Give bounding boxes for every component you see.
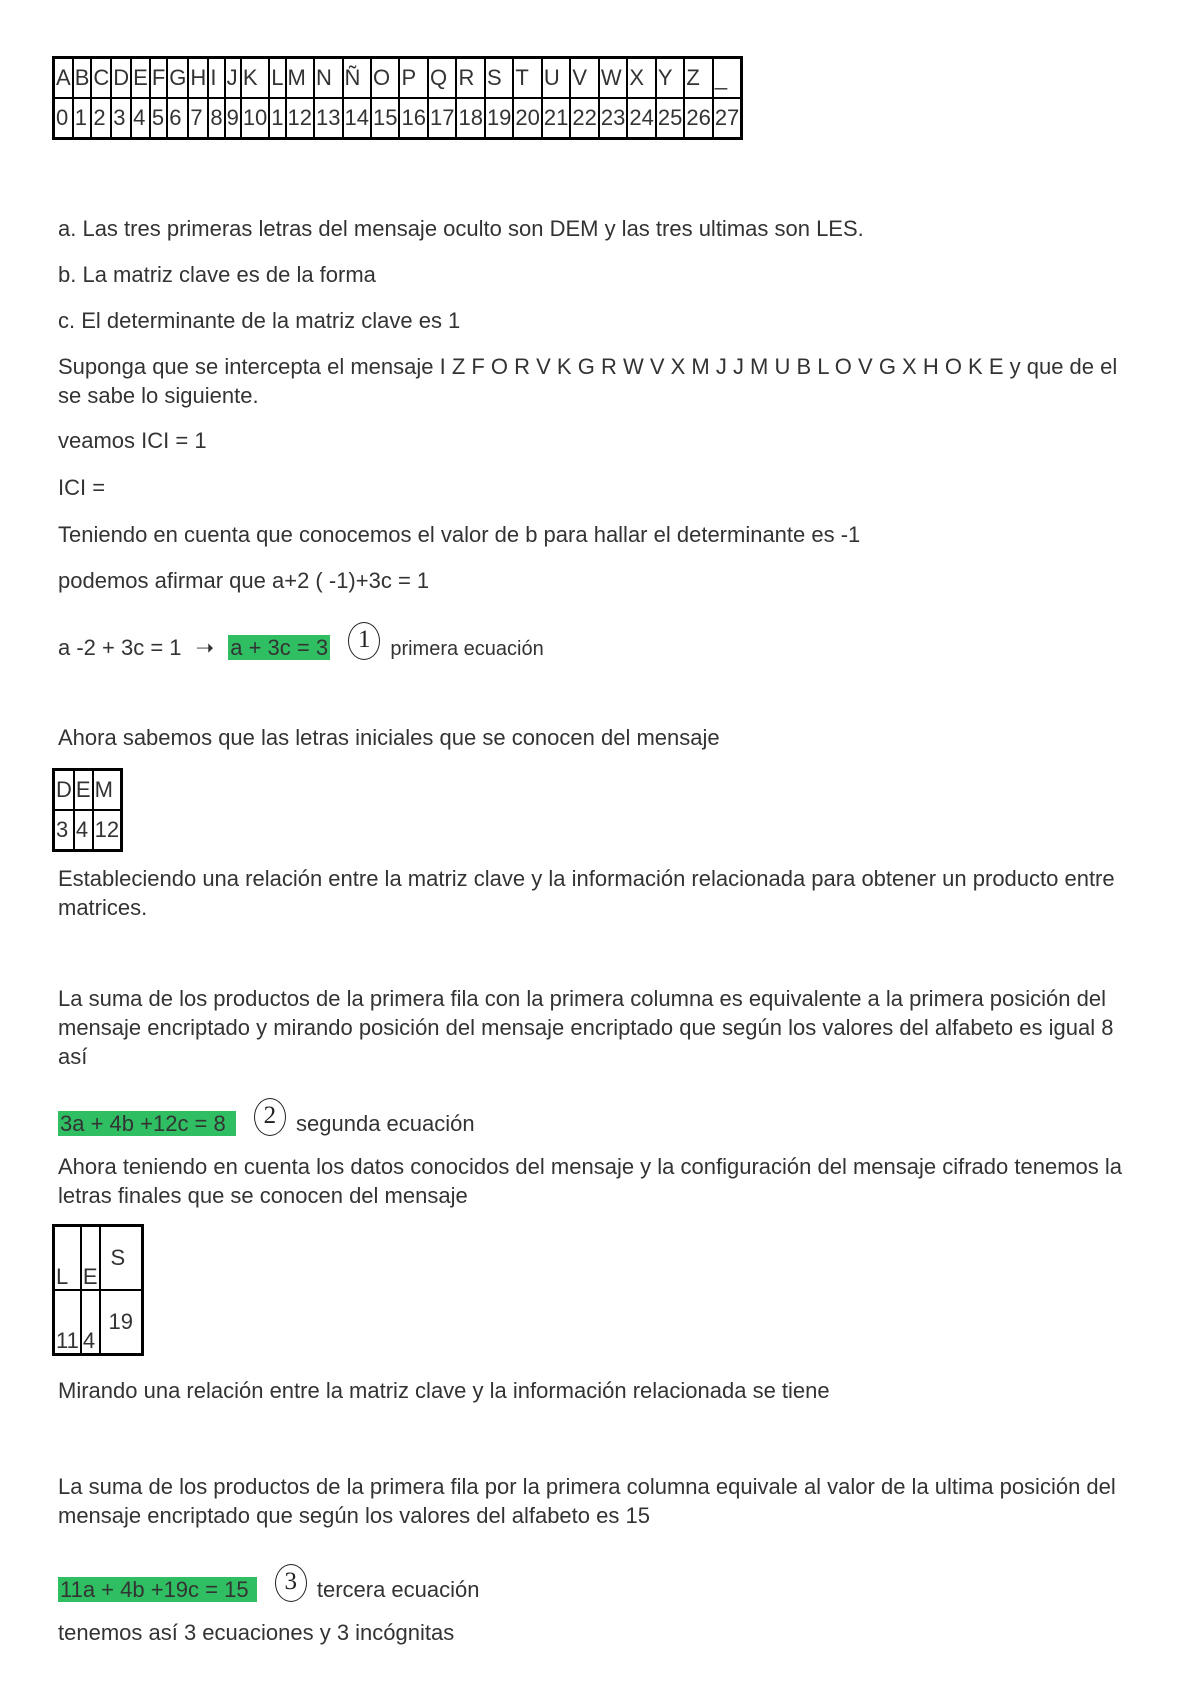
- alphabet-number-cell: 16: [399, 98, 427, 139]
- alphabet-number-cell: 13: [314, 98, 342, 139]
- dem-number-cell: 4: [74, 810, 93, 851]
- intercept-paragraph: Suponga que se intercepta el mensaje I Z F O R V K G R W V X M J J M U B L O V G X H O K E y que de el se sabe lo siguiente.: [58, 354, 1118, 408]
- alphabet-number-cell: 5: [150, 98, 167, 139]
- alphabet-letter-cell: X: [627, 58, 655, 99]
- alphabet-letter-cell: L: [269, 58, 285, 99]
- alphabet-number-cell: 9: [225, 98, 241, 139]
- equation-2-highlight: 3a + 4b +12c = 8: [58, 1111, 236, 1136]
- alphabet-letter-cell: G: [167, 58, 188, 99]
- alphabet-number-cell: 4: [131, 98, 150, 139]
- equation-3-label: tercera ecuación: [316, 1576, 480, 1602]
- ici-line: ICI =: [58, 475, 106, 500]
- alphabet-number-cell: 23: [599, 98, 627, 139]
- alphabet-number-cell: 3: [111, 98, 131, 139]
- les-numbers-row: [54, 1290, 143, 1355]
- alphabet-letter-cell: _: [713, 58, 742, 99]
- alphabet-number-cell: 21: [542, 98, 570, 139]
- alphabet-numbers-row: [54, 98, 742, 139]
- alphabet-letter-cell: C: [91, 58, 111, 99]
- dem-letters-row: [54, 770, 122, 811]
- equation-2-line: [58, 1102, 475, 1144]
- equation-3-line: [58, 1568, 480, 1610]
- alphabet-number-cell: 24: [627, 98, 655, 139]
- alphabet-number-cell: 14: [343, 98, 371, 139]
- alphabet-number-cell: 22: [570, 98, 598, 139]
- equation-3-highlight: 11a + 4b +19c = 15: [58, 1577, 257, 1602]
- equation-1-line: [58, 626, 544, 668]
- alphabet-number-cell: 0: [54, 98, 73, 139]
- dem-table: [52, 768, 123, 852]
- alphabet-letter-cell: P: [399, 58, 427, 99]
- alphabet-letter-cell: N: [314, 58, 342, 99]
- les-number-cell: 11: [54, 1290, 81, 1355]
- alphabet-letter-cell: V: [570, 58, 598, 99]
- equation-1-label: primera ecuación: [390, 637, 544, 660]
- dem-numbers-row: [54, 810, 122, 851]
- alphabet-letter-cell: Z: [684, 58, 712, 99]
- equation-3-number-circle: 3: [275, 1564, 307, 1602]
- alphabet-letter-cell: W: [599, 58, 627, 99]
- alphabet-letter-cell: K: [241, 58, 269, 99]
- alphabet-letter-cell: J: [225, 58, 241, 99]
- alphabet-letter-cell: Q: [428, 58, 456, 99]
- equation-1-prefix: a -2 + 3c = 1: [58, 634, 182, 660]
- les-table: [52, 1224, 144, 1356]
- ahora-2-paragraph: Ahora teniendo en cuenta los datos conocidos del mensaje y la configuración del mensaje cifrado tenemos la letras finales que se conocen del mensaje: [58, 1154, 1122, 1208]
- alphabet-letter-cell: A: [54, 58, 73, 99]
- equation-2-label: segunda ecuación: [296, 1110, 475, 1136]
- alphabet-letter-cell: U: [542, 58, 570, 99]
- alphabet-letter-cell: T: [513, 58, 541, 99]
- mirando-line: Mirando una relación entre la matriz clave y la información relacionada se tiene: [58, 1378, 830, 1403]
- alphabet-letter-cell: S: [485, 58, 513, 99]
- alphabet-number-cell: 6: [167, 98, 188, 139]
- dem-letter-cell: M: [93, 770, 122, 811]
- equation-2-number-circle: 2: [254, 1098, 286, 1136]
- alphabet-number-cell: 20: [513, 98, 541, 139]
- alphabet-number-cell: 19: [485, 98, 513, 139]
- alphabet-number-cell: 12: [286, 98, 314, 139]
- suma-2-paragraph: La suma de los productos de la primera fila por la primera columna equivale al valor de la ultima posición del mensaje encriptado que según los valores del alfabeto es 15: [58, 1474, 1116, 1528]
- les-letter-cell: E: [81, 1226, 100, 1291]
- equation-1-number-circle: 1: [348, 622, 380, 660]
- item-a: a. Las tres primeras letras del mensaje oculto son DEM y las tres ultimas son LES.: [58, 216, 864, 241]
- alphabet-number-cell: 26: [684, 98, 712, 139]
- alphabet-table: [52, 56, 743, 140]
- alphabet-number-cell: 1: [269, 98, 285, 139]
- les-letters-row: [54, 1226, 143, 1291]
- alphabet-letter-cell: Ñ: [343, 58, 371, 99]
- final-line: tenemos así 3 ecuaciones y 3 incógnitas: [58, 1620, 455, 1645]
- item-b: b. La matriz clave es de la forma: [58, 262, 376, 287]
- alphabet-letter-cell: H: [188, 58, 208, 99]
- alphabet-number-cell: 27: [713, 98, 742, 139]
- les-number-cell: 19: [100, 1290, 143, 1355]
- item-c: c. El determinante de la matriz clave es 1: [58, 308, 461, 333]
- alphabet-number-cell: 15: [371, 98, 399, 139]
- dem-number-cell: 12: [93, 810, 122, 851]
- alphabet-letter-cell: D: [111, 58, 131, 99]
- alphabet-number-cell: 2: [91, 98, 111, 139]
- alphabet-letter-cell: F: [150, 58, 167, 99]
- dem-letter-cell: E: [74, 770, 93, 811]
- arrow-icon: ➝: [195, 634, 215, 660]
- alphabet-letter-cell: R: [456, 58, 484, 99]
- alphabet-letter-cell: Y: [656, 58, 684, 99]
- dem-number-cell: 3: [54, 810, 74, 851]
- alphabet-letter-cell: I: [208, 58, 224, 99]
- alphabet-letter-cell: B: [73, 58, 92, 99]
- alphabet-number-cell: 18: [456, 98, 484, 139]
- alphabet-letters-row: [54, 58, 742, 99]
- les-number-cell: 4: [81, 1290, 100, 1355]
- alphabet-letter-cell: O: [371, 58, 399, 99]
- alphabet-number-cell: 8: [208, 98, 224, 139]
- ahora-1-line: Ahora sabemos que las letras iniciales que se conocen del mensaje: [58, 725, 720, 750]
- podemos-line: podemos afirmar que a+2 ( -1)+3c = 1: [58, 568, 430, 593]
- alphabet-letter-cell: M: [286, 58, 314, 99]
- dem-letter-cell: D: [54, 770, 74, 811]
- alphabet-number-cell: 25: [656, 98, 684, 139]
- les-letter-cell: S: [100, 1226, 143, 1291]
- alphabet-number-cell: 17: [428, 98, 456, 139]
- equation-1-highlight: a + 3c = 3: [230, 634, 329, 660]
- alphabet-number-cell: 1: [73, 98, 92, 139]
- estableciendo-paragraph: Estableciendo una relación entre la matriz clave y la información relacionada para obtener un producto entre matrices.: [58, 866, 1115, 920]
- alphabet-number-cell: 7: [188, 98, 208, 139]
- les-letter-cell: L: [54, 1226, 81, 1291]
- veamos-line: veamos ICI = 1: [58, 428, 207, 453]
- teniendo-line: Teniendo en cuenta que conocemos el valor de b para hallar el determinante es -1: [58, 522, 861, 547]
- alphabet-number-cell: 10: [241, 98, 269, 139]
- alphabet-letter-cell: E: [131, 58, 150, 99]
- suma-1-paragraph: La suma de los productos de la primera fila con la primera columna es equivalente a la primera posición del mensaje encriptado y mirando posición del mensaje encriptado que según los valores del alfabeto es igual 8 así: [58, 986, 1114, 1069]
